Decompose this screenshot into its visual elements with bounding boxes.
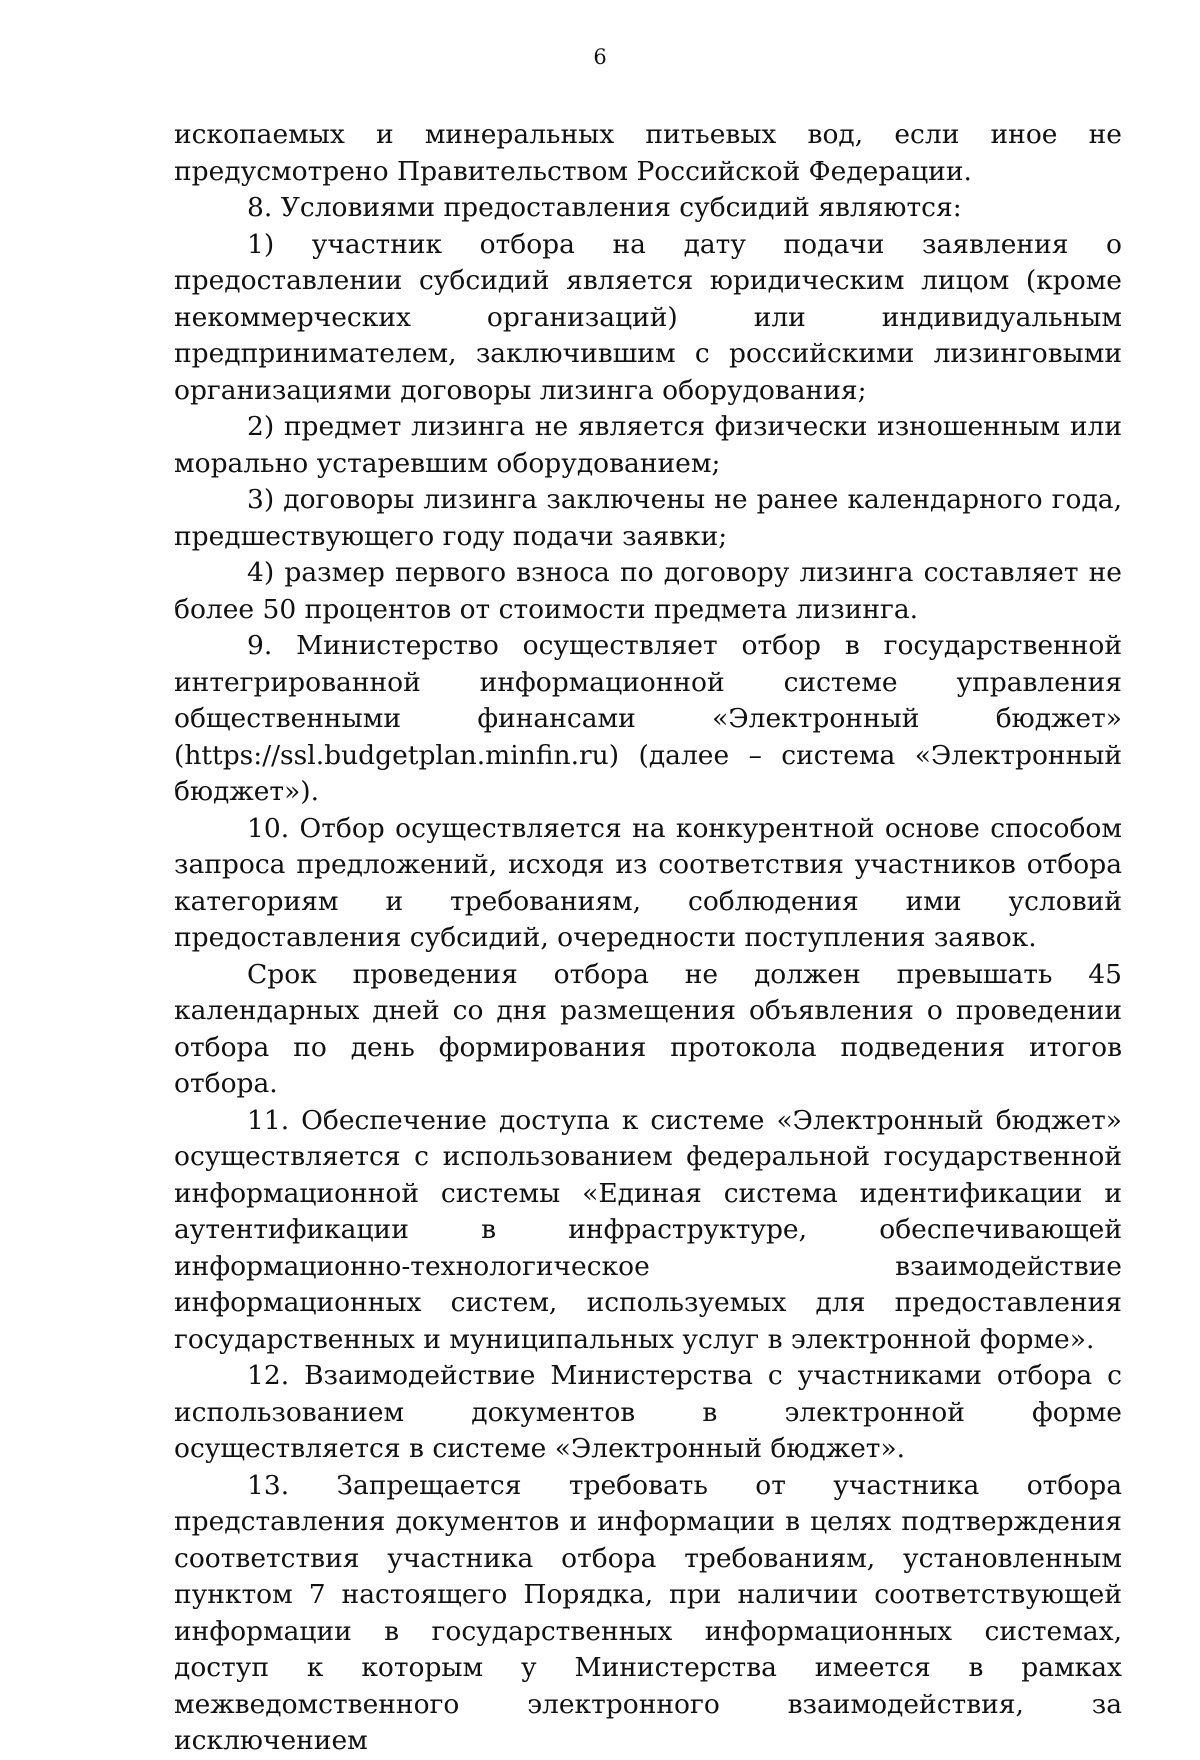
document-body [174, 117, 1122, 1760]
paragraph-condition-3: 3) договоры лизинга заключены не ранее календарного года, предшествующего году подачи заявки; [174, 484, 1122, 552]
paragraph-condition-4: 4) размер первого взноса по договору лизинга составляет не более 50 процентов от стоимости предмета лизинга. [174, 557, 1122, 625]
paragraph-item-13: 13. Запрещается требовать от участника отбора представления документов и информации в целях подтверждения соответствия участника отбора требованиям, установленным пунктом 7 настоящего Порядка, при наличии соответствующей информации в государственных информационных системах, доступ к которым у Министерства имеется в рамках межведомственного электронного взаимодействия, за исключением [174, 1469, 1122, 1756]
paragraph-item-9: 9. Министерство осуществляет отбор в государственной интегрированной информационной системе управления общественными финансами «Электронный бюджет» (https://ssl.budgetplan.minfin.ru) (далее – система «Электронный бюджет»). [174, 630, 1122, 807]
paragraph-continuation: ископаемых и минеральных питьевых вод, если иное не предусмотрено Правительством Российской Федерации. [174, 119, 1122, 187]
paragraph-item-11: 11. Обеспечение доступа к системе «Электронный бюджет» осуществляется с использованием федеральной государственной информационной системы «Единая система идентификации и аутентификации в инфраструктуре, обеспечивающей информационно-технологическое взаимодействие информационных систем, используемых для предоставления государственных и муниципальных услуг в электронной форме». [174, 1104, 1122, 1355]
paragraph-item-12: 12. Взаимодействие Министерства с участниками отбора с использованием документов в электронной форме осуществляется в системе «Электронный бюджет». [174, 1360, 1122, 1464]
paragraph-item-8: 8. Условиями предоставления субсидий являются: [247, 192, 962, 223]
paragraph-condition-1: 1) участник отбора на дату подачи заявления о предоставлении субсидий является юридическим лицом (кроме некоммерческих организаций) или индивидуальным предпринимателем, заключившим с российскими лизинговыми организациями договоры лизинга оборудования; [174, 228, 1122, 406]
paragraph-item-10: 10. Отбор осуществляется на конкурентной основе способом запроса предложений, исходя из соответствия участников отбора категориям и требованиям, соблюдения ими условий предоставления субсидий, очередности поступления заявок. [174, 812, 1122, 953]
paragraph-selection-term: Срок проведения отбора не должен превышать 45 календарных дней со дня размещения объявления о проведении отбора по день формирования протокола подведения итогов отбора. [174, 958, 1122, 1099]
page-number: 6 [593, 45, 607, 69]
paragraph-condition-2: 2) предмет лизинга не является физически изношенным или морально устаревшим оборудованием; [174, 411, 1122, 479]
